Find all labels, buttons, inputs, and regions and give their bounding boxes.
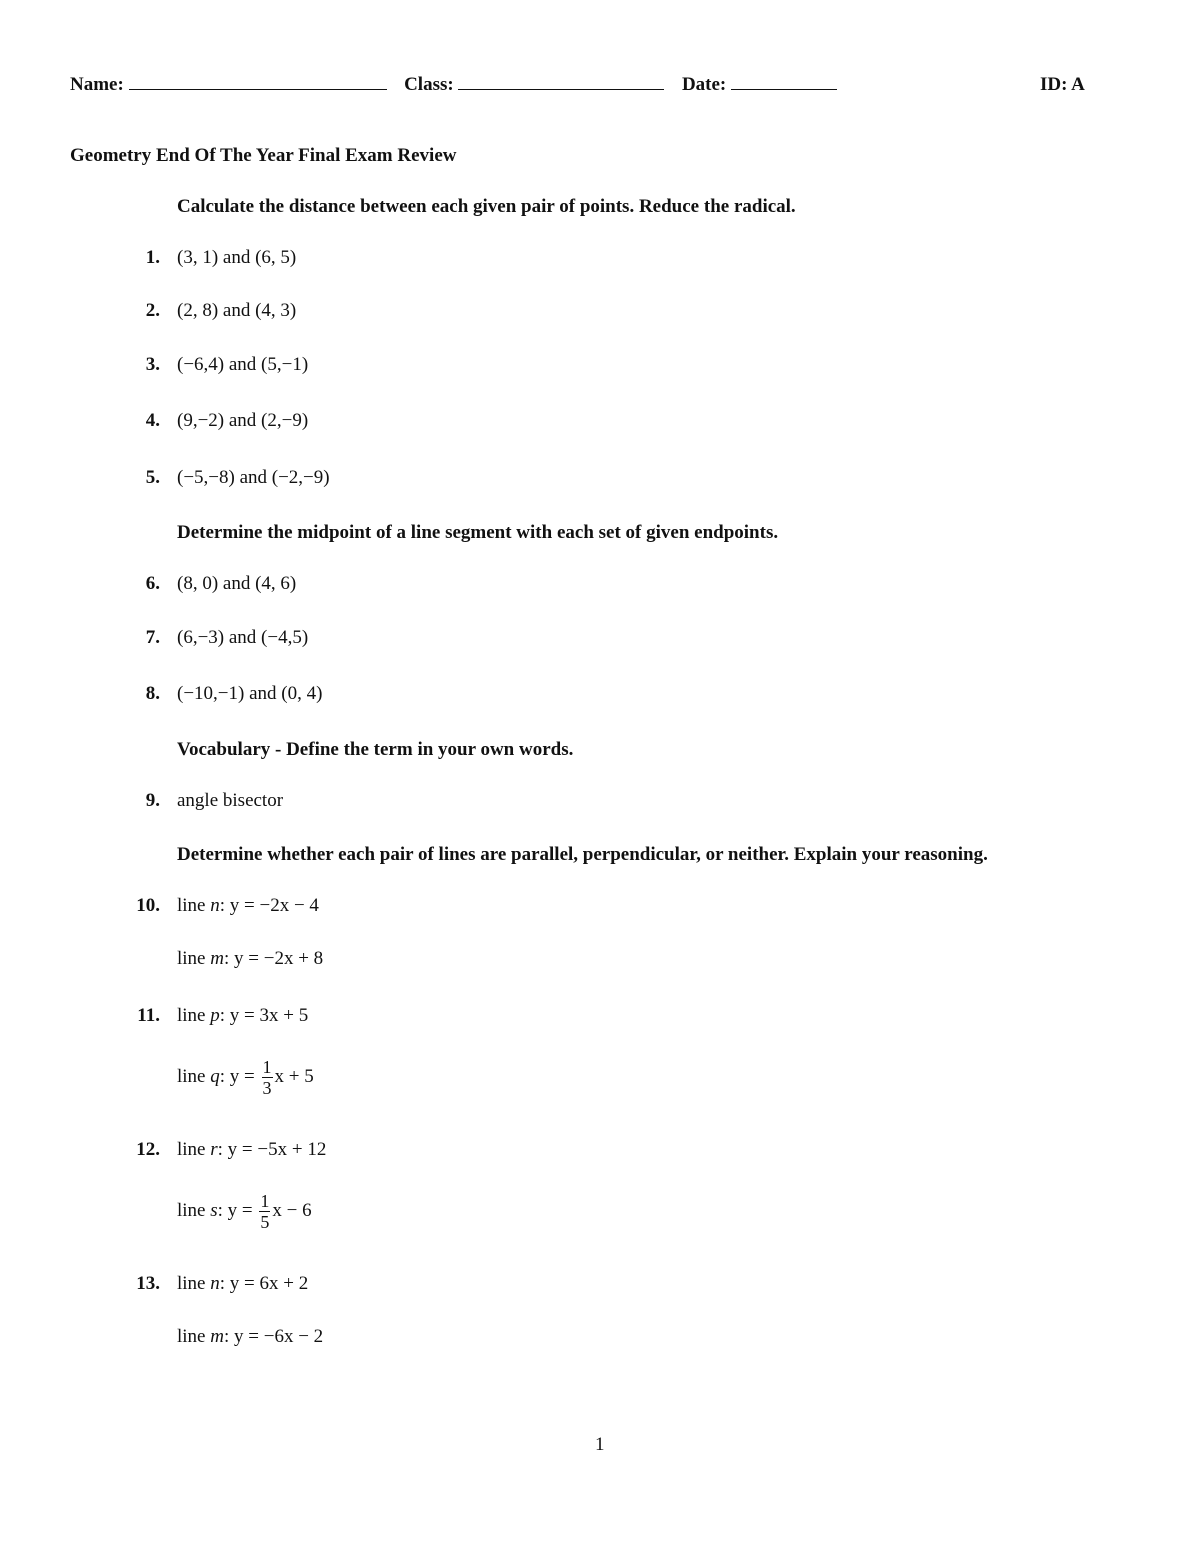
name-label: Name: <box>70 74 124 95</box>
fraction-numerator: 1 <box>262 1057 272 1077</box>
line-equation: : y = <box>219 1065 260 1087</box>
line-equation-a <box>177 1273 308 1295</box>
line-equation-a <box>177 895 319 917</box>
question-number: 11. <box>137 1005 160 1026</box>
question-number: 2. <box>145 300 160 321</box>
line-prefix: line <box>177 1139 211 1160</box>
line-equation: : y = −2x − 4 <box>219 895 319 916</box>
header-row <box>70 74 837 96</box>
question-text: (2, 8) and (4, 3) <box>177 300 297 321</box>
question-number: 7. <box>145 627 160 648</box>
id-label: ID: A <box>1040 74 1085 95</box>
class-label: Class: <box>404 74 454 95</box>
line-equation: : y = −6x − 2 <box>223 1326 324 1347</box>
fraction <box>262 1058 273 1097</box>
question-text: (6,−3) and (−4,5) <box>177 627 309 648</box>
question-text: (3, 1) and (6, 5) <box>177 247 297 268</box>
line-variable: q <box>210 1065 220 1087</box>
line-prefix: line <box>177 1273 211 1294</box>
line-equation-b <box>177 948 323 970</box>
line-equation: : y = −2x + 8 <box>223 948 324 969</box>
line-prefix: line <box>177 1199 211 1221</box>
question-text: (8, 0) and (4, 6) <box>177 573 297 594</box>
question-number: 1. <box>145 247 160 268</box>
date-label: Date: <box>681 74 727 95</box>
line-equation-tail: x − 6 <box>272 1199 312 1221</box>
fraction-denominator: 5 <box>260 1212 270 1232</box>
line-prefix: line <box>177 1065 211 1087</box>
line-prefix: line <box>177 1005 211 1026</box>
question-number: 5. <box>145 467 160 488</box>
question-number: 6. <box>145 573 160 594</box>
question-number: 10. <box>136 895 160 916</box>
line-variable: r <box>210 1139 218 1160</box>
section-vocabulary-instruction: Vocabulary - Define the term in your own words. <box>177 739 574 760</box>
page-title: Geometry End Of The Year Final Exam Review <box>70 145 457 166</box>
line-equation-b <box>177 1058 314 1097</box>
question-number: 8. <box>145 683 160 704</box>
line-prefix: line <box>177 1326 211 1347</box>
line-equation: : y = −5x + 12 <box>217 1139 327 1160</box>
question-text: (−5,−8) and (−2,−9) <box>177 467 330 488</box>
line-variable: n <box>210 1273 220 1294</box>
question-text: (−6,4) and (5,−1) <box>177 354 309 375</box>
fraction-denominator: 3 <box>262 1078 272 1098</box>
question-number: 13. <box>136 1273 160 1294</box>
date-blank <box>731 88 837 90</box>
line-prefix: line <box>177 895 211 916</box>
line-equation-b <box>177 1192 312 1231</box>
question-text: angle bisector <box>177 790 284 811</box>
line-equation: : y = 6x + 2 <box>219 1273 309 1294</box>
question-number: 3. <box>145 354 160 375</box>
line-variable: s <box>210 1199 218 1221</box>
line-variable: n <box>210 895 220 916</box>
section-lines-instruction: Determine whether each pair of lines are parallel, perpendicular, or neither. Explain your reasoning. <box>177 844 988 865</box>
line-equation: : y = 3x + 5 <box>219 1005 309 1026</box>
page-number: 1 <box>595 1434 605 1455</box>
section-midpoint-instruction: Determine the midpoint of a line segment with each set of given endpoints. <box>177 522 779 543</box>
question-text: (9,−2) and (2,−9) <box>177 410 309 431</box>
line-equation-a <box>177 1005 308 1027</box>
fraction <box>259 1192 270 1231</box>
line-prefix: line <box>177 948 211 969</box>
class-blank <box>458 88 664 90</box>
line-equation-tail: x + 5 <box>274 1065 314 1087</box>
line-equation-b <box>177 1326 323 1348</box>
question-number: 9. <box>145 790 160 811</box>
line-variable: p <box>210 1005 220 1026</box>
question-number: 4. <box>145 410 160 431</box>
name-blank <box>129 88 387 90</box>
line-equation-a <box>177 1139 326 1161</box>
line-equation: : y = <box>217 1199 258 1221</box>
section-distance-instruction: Calculate the distance between each given pair of points. Reduce the radical. <box>177 196 796 217</box>
line-variable: m <box>210 948 224 969</box>
question-text: (−10,−1) and (0, 4) <box>177 683 323 704</box>
line-variable: m <box>210 1326 224 1347</box>
fraction-numerator: 1 <box>260 1191 270 1211</box>
question-number: 12. <box>136 1139 160 1160</box>
